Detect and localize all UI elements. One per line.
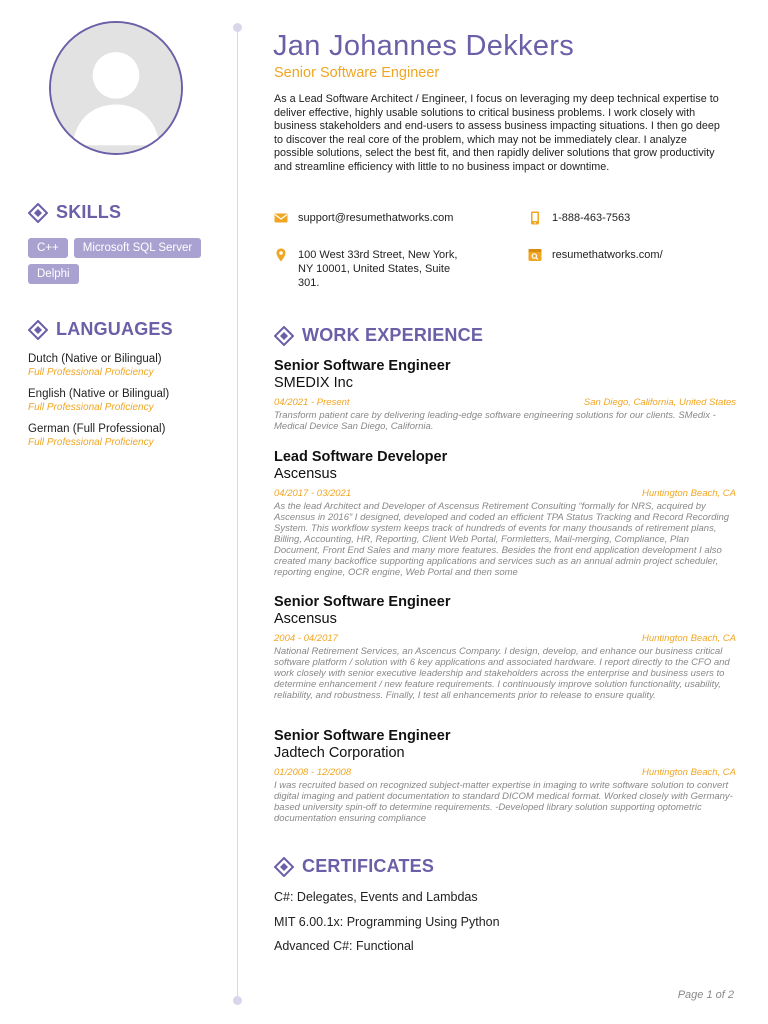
job-title: Lead Software Developer [274, 449, 448, 465]
contact-website[interactable] [528, 248, 728, 262]
job-company: SMEDIX Inc [274, 375, 353, 391]
email-icon [274, 211, 288, 225]
diamond-section-icon [274, 857, 294, 877]
location-pin-icon [274, 248, 288, 262]
work-heading-text: WORK EXPERIENCE [302, 325, 484, 345]
certificates-list [274, 889, 500, 963]
page-number: Page 1 of 2 [677, 989, 734, 1001]
languages-heading [28, 319, 173, 340]
languages-list [28, 352, 228, 457]
language-item [28, 422, 228, 449]
language-name: German (Full Professional) [28, 423, 166, 435]
job-description: National Retirement Services, an Ascencus Company. I design, develop, and enhance our business critical software platform / solution with 6 key applications and associated hardware. I report directly to the CFO and work closely with senior executive leadership and stakeholders across the enterprise and business users to determine enhancement / new feature requirements. I continuously improve solution functionality, usability, reliability, and robustness. Finally, I test all enhancements prior to release to ensure quality. [274, 646, 730, 701]
job-location: Huntington Beach, CA [641, 633, 736, 644]
profile-summary: As a Lead Software Architect / Engineer, I focus on leveraging my deep technical expertise to deliver effective, highly usable solutions to critical business problems. I work closely with business stakeholders and end-users to assess business impacting situations. I then go deep to discover the real core of the problem, which may not be immediately clear. I analyze possible solutions, select the best fit, and then rapidly deliver solutions that grow productivity and streamline efficiency with little to no business impact or downtime. [274, 93, 720, 173]
diamond-section-icon [28, 320, 48, 340]
certificate-item: C#: Delegates, Events and Lambdas [274, 890, 478, 904]
job-meta [274, 767, 736, 779]
job-meta [274, 397, 736, 409]
diamond-section-icon [28, 203, 48, 223]
job-entry [274, 449, 736, 578]
job-dates: 01/2008 - 12/2008 [274, 767, 352, 778]
language-name: English (Native or Bilingual) [28, 388, 170, 400]
skill-tag: Microsoft SQL Server [74, 238, 202, 258]
job-entry [274, 594, 736, 701]
job-company: Ascensus [274, 611, 337, 627]
job-meta [274, 488, 736, 500]
languages-heading-text: LANGUAGES [56, 319, 173, 339]
skills-heading-text: SKILLS [56, 202, 122, 222]
certificates-heading-text: CERTIFICATES [302, 856, 435, 876]
job-title: Senior Software Engineer [274, 358, 451, 374]
timeline-dot-bottom [233, 996, 242, 1005]
website-text: resumethatworks.com/ [552, 249, 663, 261]
language-name: Dutch (Native or Bilingual) [28, 353, 162, 365]
language-level: Full Professional Proficiency [28, 437, 154, 448]
contact-email[interactable] [274, 211, 469, 225]
contact-address [274, 248, 469, 290]
job-meta [274, 633, 736, 645]
job-entry [274, 358, 736, 432]
language-item [28, 352, 228, 379]
skill-tag: C++ [28, 238, 68, 258]
job-company: Ascensus [274, 466, 337, 482]
job-description: Transform patient care by delivering leading-edge software engineering solutions for our clients. SMedix - Medical Device San Diego, California. [274, 410, 716, 432]
avatar-placeholder-icon [51, 23, 181, 153]
phone-icon [528, 211, 542, 225]
job-dates: 04/2017 - 03/2021 [274, 488, 352, 499]
language-item [28, 387, 228, 414]
address-text: 100 West 33rd Street, New York, NY 10001, United States, Suite 301. [298, 249, 458, 289]
job-location: Huntington Beach, CA [641, 488, 736, 499]
timeline-dot-top [233, 23, 242, 32]
job-title: Senior Software Engineer [274, 728, 451, 744]
certificate-item: Advanced C#: Functional [274, 939, 414, 953]
job-title: Senior Software Engineer [274, 594, 451, 610]
contact-phone[interactable] [528, 211, 728, 225]
job-company: Jadtech Corporation [274, 745, 405, 761]
phone-text: 1-888-463-7563 [552, 212, 631, 224]
certificates-heading [274, 856, 434, 877]
website-icon [528, 248, 542, 262]
skills-list [28, 238, 218, 284]
work-heading [274, 325, 483, 346]
job-location: Huntington Beach, CA [641, 767, 736, 778]
candidate-name: Jan Johannes Dekkers [273, 30, 574, 62]
avatar [49, 21, 183, 155]
job-description: As the lead Architect and Developer of Ascensus Retirement Consulting “formally for NRS, acquired by Ascensus in 2016” I designed, developed and coded an efficient TPA Status Tracking and Record Recording System. This workflow system keeps track of hundreds of events for many thousands of retirement plans, Billing, Accounting, HR, Reporting, Client Web Portal, Formletters, Mail-merging, Compliance, Plan Document, Front End Sales and many more features. Besides the front end application development I also created many backoffice supporting applications and services such as an annual admin project scheduler, reporting engine, OCR engine, Web Portal and then some [274, 501, 730, 578]
language-level: Full Professional Proficiency [28, 367, 154, 378]
diamond-section-icon [274, 326, 294, 346]
email-text: support@resumethatworks.com [298, 212, 454, 224]
candidate-title: Senior Software Engineer [274, 65, 440, 81]
certificate-item: MIT 6.00.1x: Programming Using Python [274, 914, 500, 929]
language-level: Full Professional Proficiency [28, 402, 154, 413]
job-description: I was recruited based on recognized subject-matter expertise in imaging to write software solution to convert digital imaging and patient documentation to standard DICOM medical format. Worked closely with Germany-based university spin-off to determine requirements. -Developed library solution supporting optometric documentation ensuring compliance [274, 780, 733, 824]
skills-heading [28, 202, 121, 223]
skill-tag: Delphi [28, 264, 79, 284]
job-entry [274, 728, 736, 824]
job-dates: 04/2021 - Present [274, 397, 350, 408]
timeline-line [237, 28, 238, 1000]
job-location: San Diego, California, United States [583, 397, 736, 408]
job-dates: 2004 - 04/2017 [274, 633, 338, 644]
